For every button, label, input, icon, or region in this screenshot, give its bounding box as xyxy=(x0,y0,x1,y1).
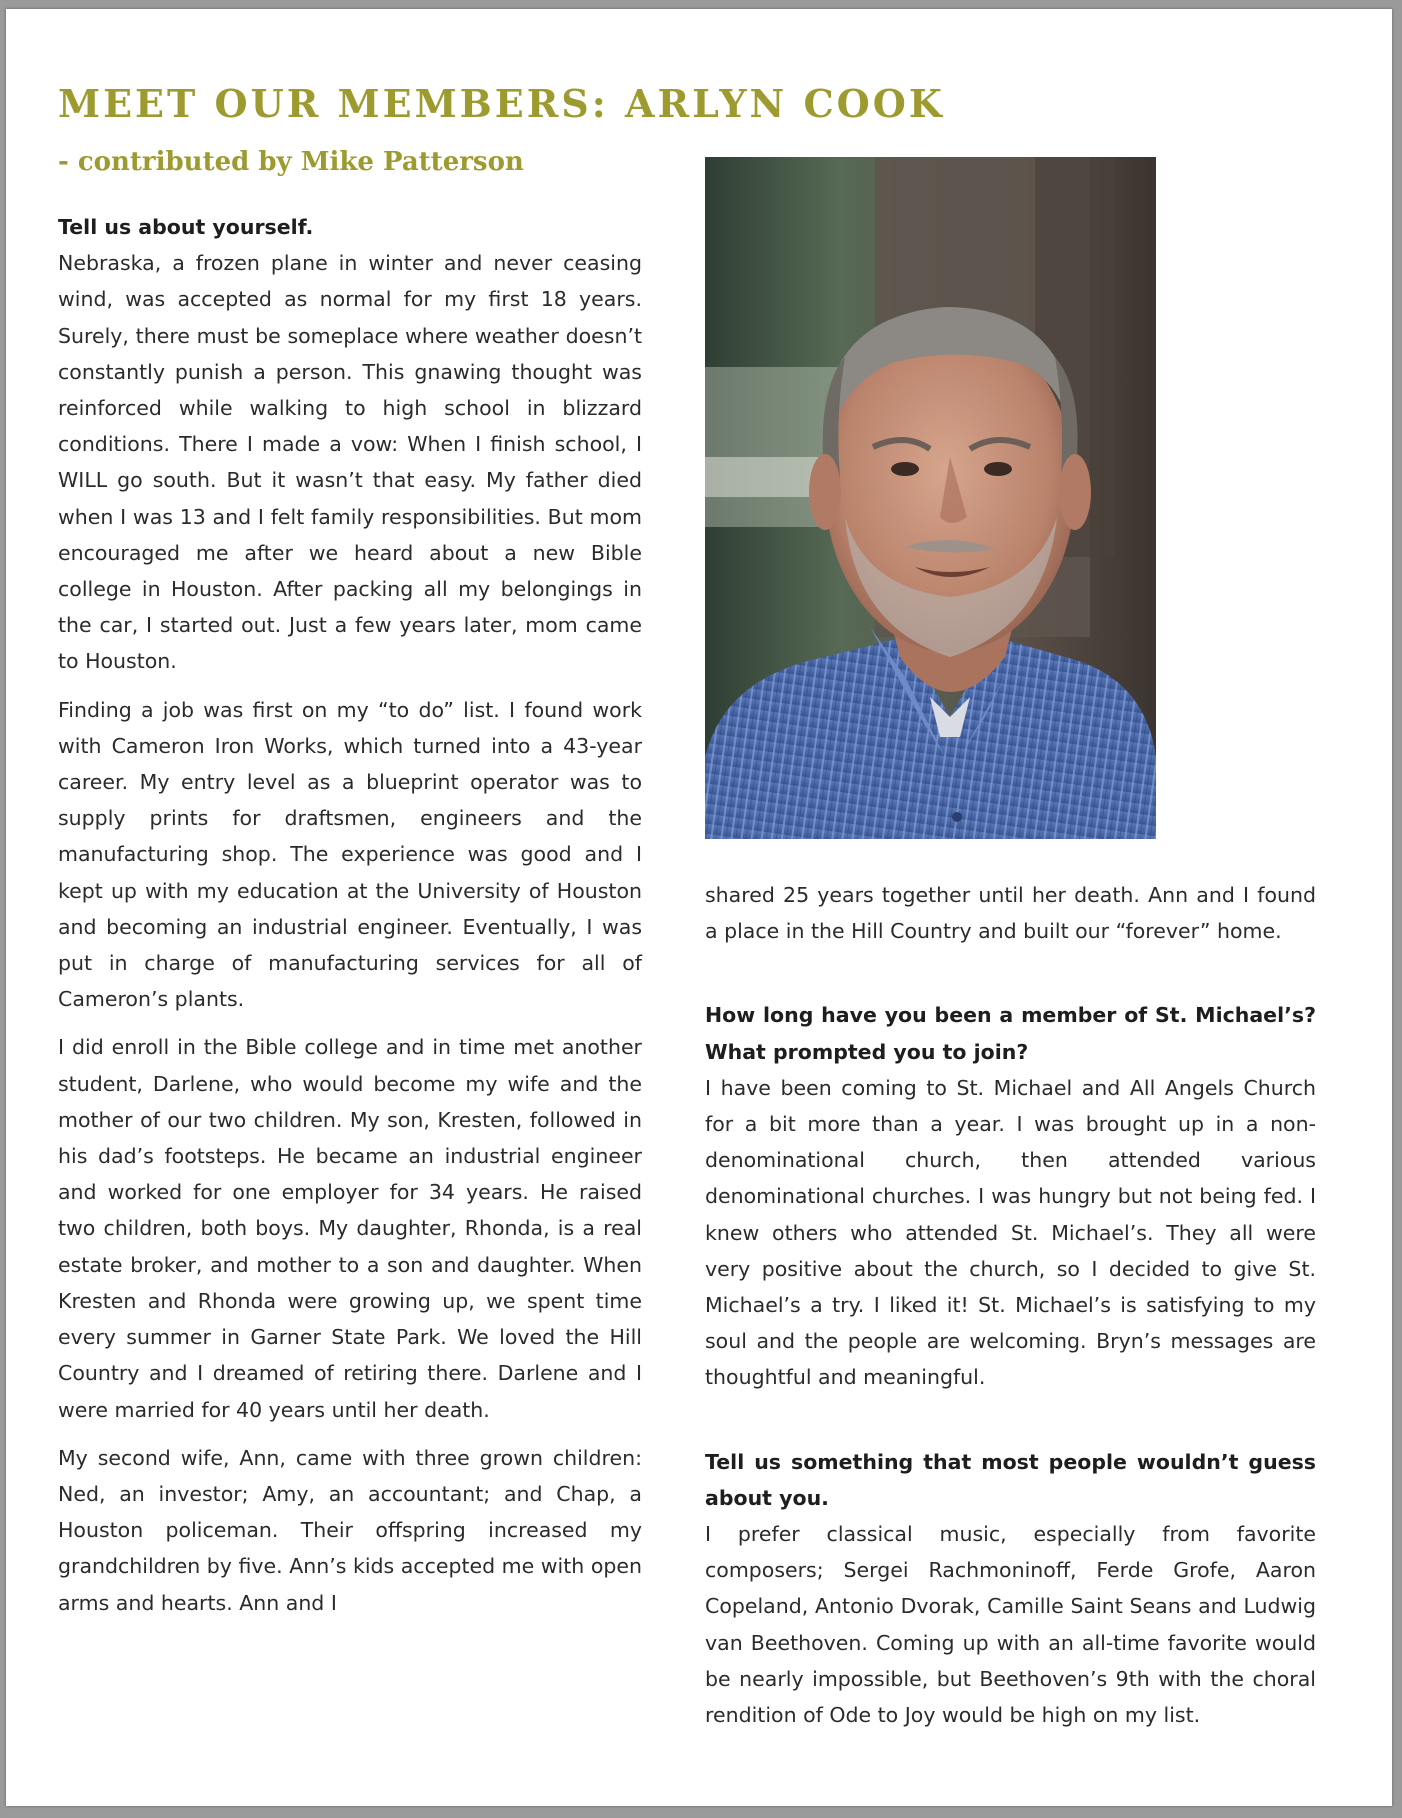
question-heading: How long have you been a member of St. Michael’s? What prompted you to join? xyxy=(705,1003,1316,1064)
interview-block-2 xyxy=(705,997,1316,1395)
answer-paragraph: I prefer classical music, especially from favorite composers; Sergei Rachmoninoff, Ferde Grofe, Aaron Copeland, Antonio Dvorak, Camille Saint Seans and Ludwig van Beethoven. Coming up with an all-time favorite would be nearly impossible, but Beethoven’s 9th with the choral rendition of Ode to Joy would be high on my list. xyxy=(705,1522,1316,1728)
newsletter-page xyxy=(6,9,1392,1806)
body-paragraph: I did enroll in the Bible college and in time met another student, Darlene, who would become my wife and the mother of our two children. My son, Kresten, followed in his dad’s footsteps. He became an industrial engineer and worked for one employer for 34 years. He raised two children, both boys. My daughter, Rhonda, is a real estate broker, and mother to a son and daughter. When Kresten and Rhonda were growing up, we spent time every summer in Garner State Park. We loved the Hill Country and I dreamed of retiring there. Darlene and I were married for 40 years until her death. xyxy=(58,1035,642,1422)
article-title: MEET OUR MEMBERS: ARLYN COOK xyxy=(58,81,945,126)
interview-block-3 xyxy=(705,1444,1316,1734)
left-text-column xyxy=(58,209,642,1633)
right-text-column xyxy=(705,877,1316,1745)
answer-paragraph: I have been coming to St. Michael and All Angels Church for a bit more than a year. I was brought up in a non-denominational church, then attended various denominational churches. I was hungry but not being fed. I knew others who attended St. Michael’s. They all were very positive about the church, so I decided to give St. Michael’s a try. I liked it! St. Michael’s is satisfying to my soul and the people are welcoming. Bryn’s messages are thoughtful and meaningful. xyxy=(705,1075,1316,1390)
interview-block-1 xyxy=(58,209,642,680)
article-byline: - contributed by Mike Patterson xyxy=(58,147,524,177)
body-paragraph: My second wife, Ann, came with three grown children: Ned, an investor; Amy, an accountant; and Chap, a Houston policeman. Their offspring increased my grandchildren by five. Ann’s kids accepted me with open arms and hearts. Ann and I xyxy=(58,1445,642,1615)
answer-paragraph: Nebraska, a frozen plane in winter and never ceasing wind, was accepted as normal for my first 18 years. Surely, there must be someplace where weather doesn’t constantly punish a person. This gnawing thought was reinforced while walking to high school in blizzard conditions. There I made a vow: When I finish school, I WILL go south. But it wasn’t that easy. My father died when I was 13 and I felt family responsibilities. But mom encouraged me after we heard about a new Bible college in Houston. After packing all my belongings in the car, I started out. Just a few years later, mom came to Houston. xyxy=(58,251,642,674)
question-heading: Tell us about yourself. xyxy=(58,215,314,239)
question-heading: Tell us something that most people wouldn’t guess about you. xyxy=(705,1449,1316,1510)
body-paragraph-continued: shared 25 years together until her death. Ann and I found a place in the Hill Country and built our “forever” home. xyxy=(705,883,1316,944)
body-paragraph: Finding a job was first on my “to do” list. I found work with Cameron Iron Works, which turned into a 43-year career. My entry level as a blueprint operator was to supply prints for draftsmen, engineers and the manufacturing shop. The experience was good and I kept up with my education at the University of Houston and becoming an industrial engineer. Eventually, I was put in charge of manufacturing services for all of Cameron’s plants. xyxy=(58,697,642,1012)
member-portrait-photo xyxy=(705,157,1156,839)
